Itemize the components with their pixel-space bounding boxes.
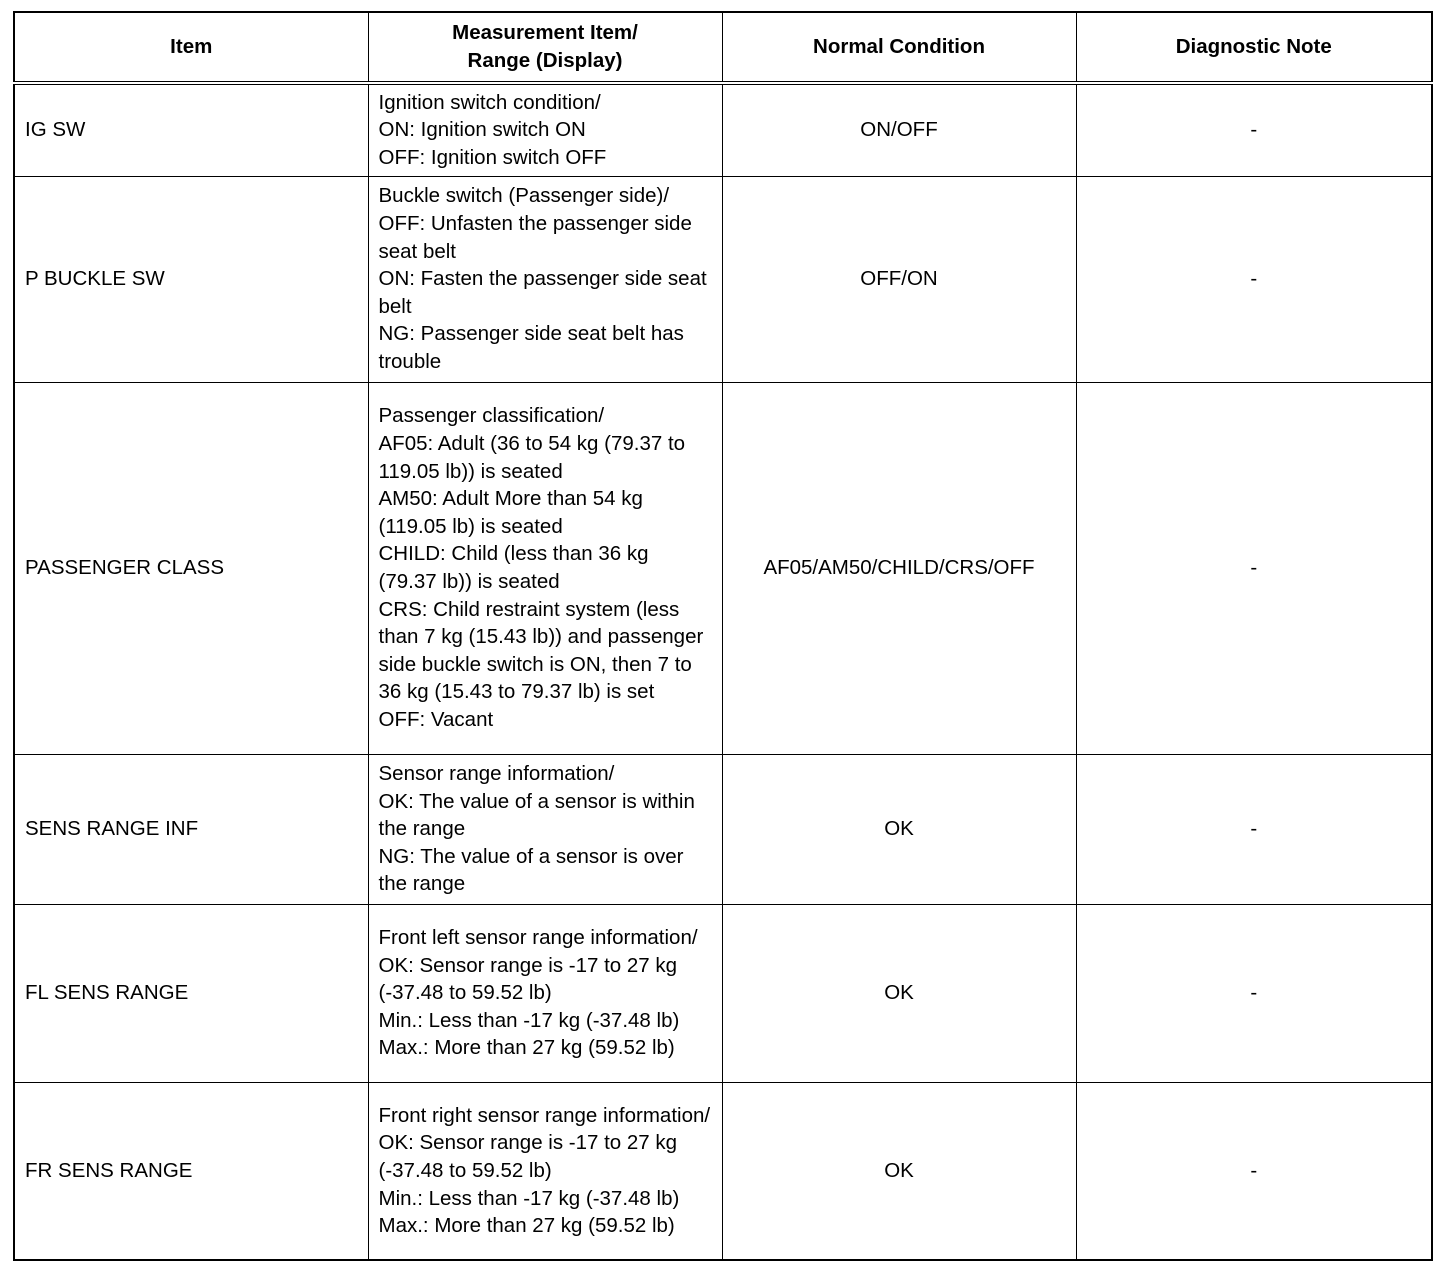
table-body <box>14 83 1432 1260</box>
cell-diagnostic-note: - <box>1076 1082 1432 1260</box>
cell-measurement: Front right sensor range information/ OK: Sensor range is -17 to 27 kg (-37.48 to 59.52 lb) Min.: Less than -17 kg (-37.48 lb) Max.: More than 27 kg (59.52 lb) <box>368 1082 722 1260</box>
table-row <box>14 382 1432 754</box>
cell-item: PASSENGER CLASS <box>14 382 368 754</box>
header-item: Item <box>14 12 368 83</box>
cell-item: IG SW <box>14 83 368 176</box>
cell-normal-condition: OK <box>722 904 1076 1082</box>
table-row <box>14 1082 1432 1260</box>
cell-diagnostic-note: - <box>1076 904 1432 1082</box>
cell-measurement: Ignition switch condition/ ON: Ignition switch ON OFF: Ignition switch OFF <box>368 83 722 176</box>
cell-measurement: Buckle switch (Passenger side)/ OFF: Unfasten the passenger side seat belt ON: Fasten the passenger side seat belt NG: Passenger side seat belt has trouble <box>368 176 722 382</box>
table-row <box>14 904 1432 1082</box>
cell-diagnostic-note: - <box>1076 83 1432 176</box>
cell-normal-condition: OFF/ON <box>722 176 1076 382</box>
cell-diagnostic-note: - <box>1076 176 1432 382</box>
cell-diagnostic-note: - <box>1076 754 1432 904</box>
cell-normal-condition: AF05/AM50/CHILD/CRS/OFF <box>722 382 1076 754</box>
cell-normal-condition: ON/OFF <box>722 83 1076 176</box>
cell-item: FL SENS RANGE <box>14 904 368 1082</box>
table-header <box>14 12 1432 83</box>
table-row <box>14 83 1432 176</box>
cell-item: FR SENS RANGE <box>14 1082 368 1260</box>
cell-diagnostic-note: - <box>1076 382 1432 754</box>
cell-normal-condition: OK <box>722 1082 1076 1260</box>
data-list-table <box>13 11 1433 1261</box>
cell-item: SENS RANGE INF <box>14 754 368 904</box>
cell-item: P BUCKLE SW <box>14 176 368 382</box>
cell-measurement: Passenger classification/ AF05: Adult (36 to 54 kg (79.37 to 119.05 lb)) is seated AM50: Adult More than 54 kg (119.05 lb) is seated CHILD: Child (less than 36 kg (79.37 lb)) is seated CRS: Child restraint system (less than 7 kg (15.43 lb)) and passenger side buckle switch is ON, then 7 to 36 kg (15.43 to 79.37 lb) is set OFF: Vacant <box>368 382 722 754</box>
cell-measurement: Sensor range information/ OK: The value of a sensor is within the range NG: The value of a sensor is over the range <box>368 754 722 904</box>
header-measurement: Measurement Item/ Range (Display) <box>368 12 722 83</box>
cell-measurement: Front left sensor range information/ OK: Sensor range is -17 to 27 kg (-37.48 to 59.52 lb) Min.: Less than -17 kg (-37.48 lb) Max.: More than 27 kg (59.52 lb) <box>368 904 722 1082</box>
header-row <box>14 12 1432 83</box>
table-row <box>14 754 1432 904</box>
cell-normal-condition: OK <box>722 754 1076 904</box>
header-diagnostic-note: Diagnostic Note <box>1076 12 1432 83</box>
table-row <box>14 176 1432 382</box>
header-normal-condition: Normal Condition <box>722 12 1076 83</box>
